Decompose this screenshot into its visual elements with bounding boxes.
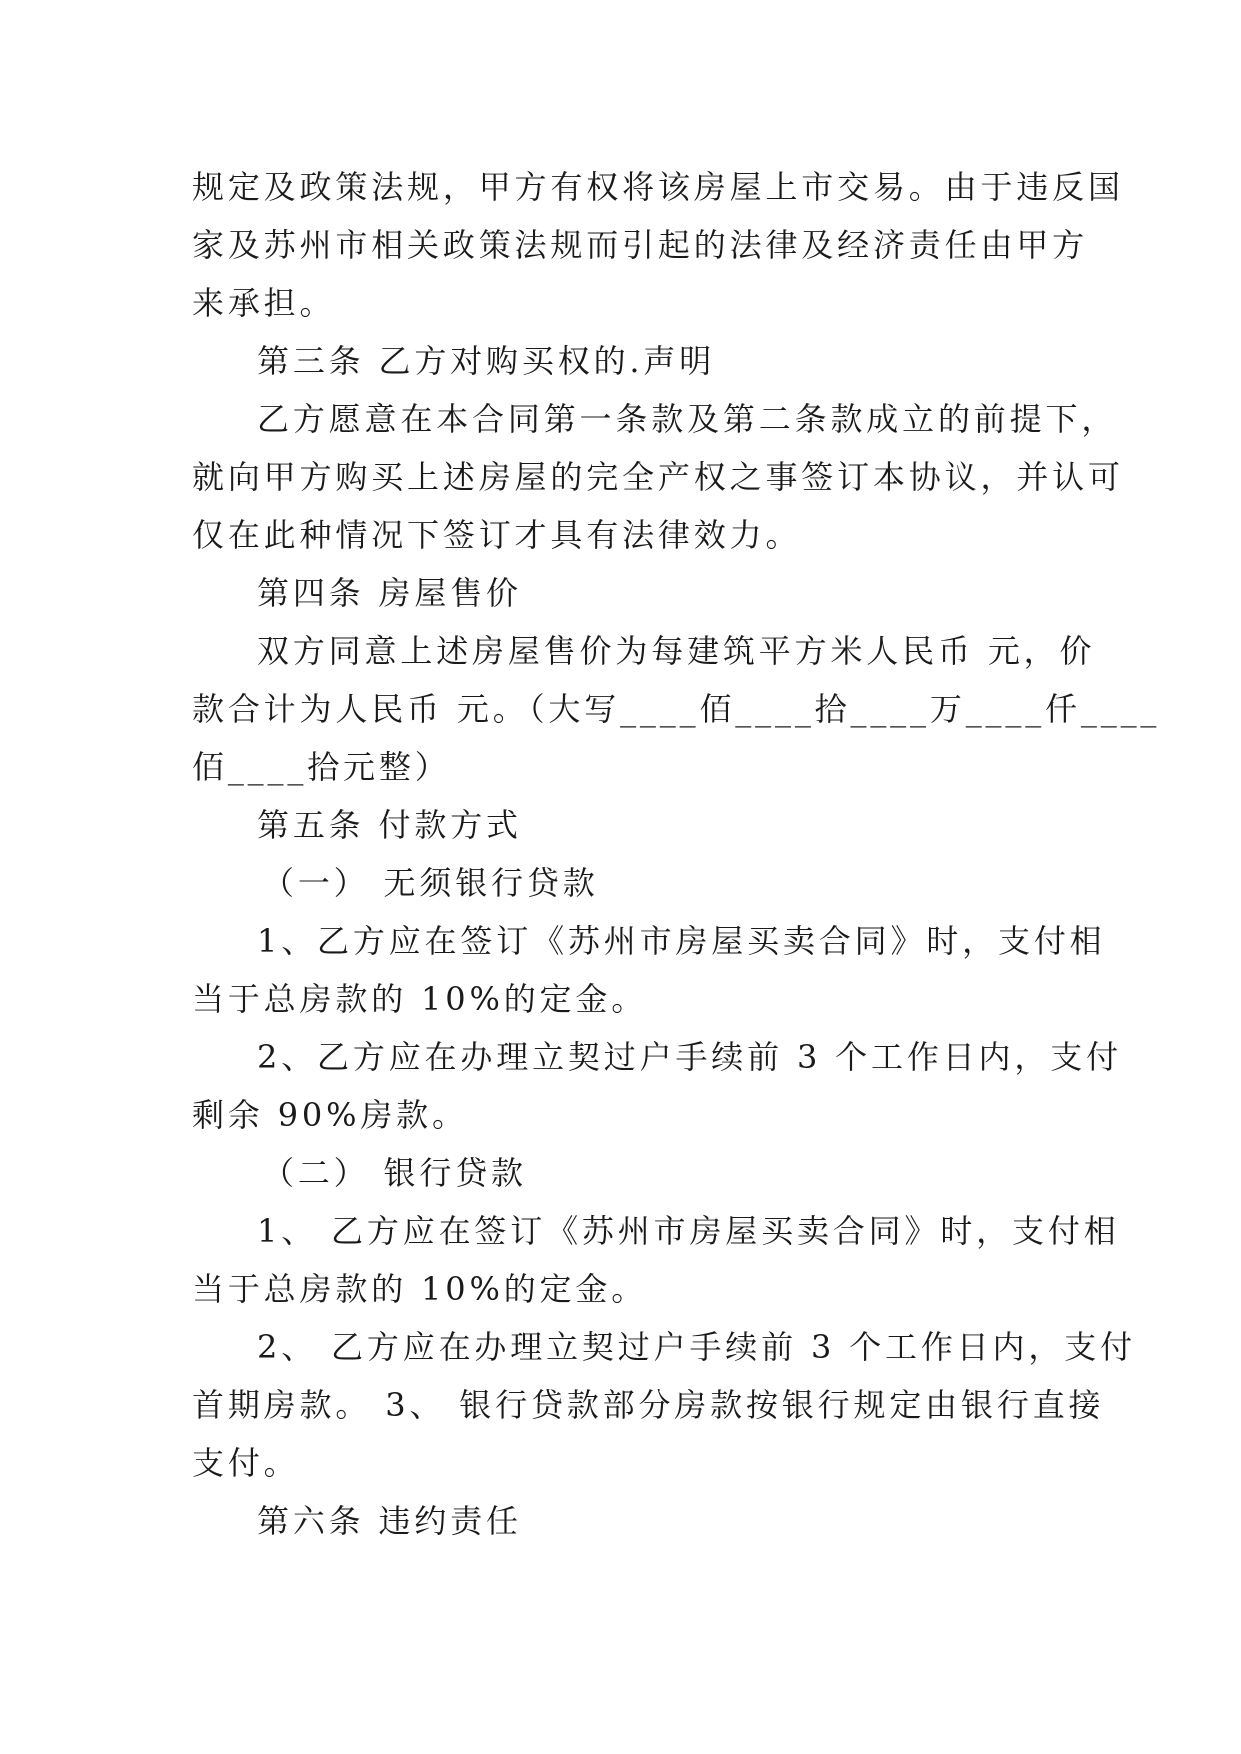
text-line: 家及苏州市相关政策法规而引起的法律及经济责任由甲方 bbox=[192, 226, 1089, 264]
text-line: 规定及政策法规，甲方有权将该房屋上市交易。由于违反国 bbox=[192, 168, 1124, 206]
text-line: 仅在此种情况下签订才具有法律效力。 bbox=[192, 516, 802, 554]
article-heading: 第三条 乙方对购买权的.声明 bbox=[257, 342, 716, 380]
article-heading: 第五条 付款方式 bbox=[257, 806, 522, 844]
text-line: 双方同意上述房屋售价为每建筑平方米人民币 元，价 bbox=[257, 632, 1096, 670]
text-line: 1、 乙方应在签订《苏州市房屋买卖合同》时，支付相 bbox=[257, 1212, 1120, 1250]
sub-heading: （一） 无须银行贷款 bbox=[262, 864, 599, 902]
text-line: 就向甲方购买上述房屋的完全产权之事签订本协议，并认可 bbox=[192, 458, 1124, 496]
text-line: 当于总房款的 10%的定金。 bbox=[192, 1270, 648, 1308]
text-line: 2、乙方应在办理立契过户手续前 3 个工作日内，支付 bbox=[257, 1038, 1122, 1076]
text-line: 剩余 90%房款。 bbox=[192, 1096, 468, 1134]
text-line: 2、 乙方应在办理立契过户手续前 3 个工作日内，支付 bbox=[257, 1328, 1136, 1366]
article-heading: 第四条 房屋售价 bbox=[257, 574, 522, 612]
text-line: 款合计为人民币 元。（大写____佰____拾____万____仟____ bbox=[192, 690, 1161, 728]
text-line: 佰____拾元整） bbox=[192, 748, 451, 786]
text-line: 首期房款。 3、 银行贷款部分房款按银行规定由银行直接 bbox=[192, 1386, 1105, 1424]
text-line: 当于总房款的 10%的定金。 bbox=[192, 980, 648, 1018]
text-line: 1、乙方应在签订《苏州市房屋买卖合同》时，支付相 bbox=[257, 922, 1106, 960]
text-line: 来承担。 bbox=[192, 284, 336, 322]
text-line: 乙方愿意在本合同第一条款及第二条款成立的前提下， bbox=[257, 400, 1118, 438]
article-heading: 第六条 违约责任 bbox=[257, 1502, 522, 1540]
text-line: 支付。 bbox=[192, 1444, 300, 1482]
document-body bbox=[192, 158, 1161, 1550]
sub-heading: （二） 银行贷款 bbox=[262, 1154, 527, 1192]
